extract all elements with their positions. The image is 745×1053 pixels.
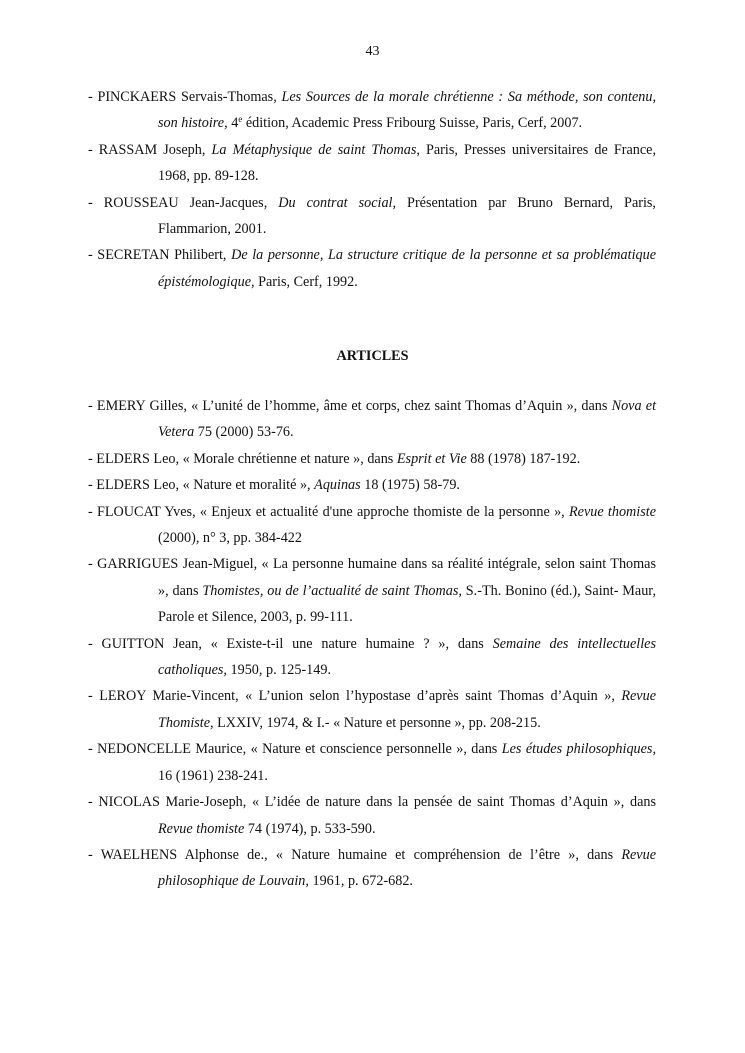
articles-bibliography <box>88 393 656 895</box>
article-entry-guitton: - GUITTON Jean, « Existe-t-il une nature humaine ? », dans Semaine des intellectuelles catholiques, 1950, p. 125-149. <box>88 635 657 679</box>
article-entry-emery: - EMERY Gilles, « L’unité de l’homme, âme et corps, chez saint Thomas d’Aquin », dans Nova et Vetera 75 (2000) 53-76. <box>88 398 657 441</box>
article-entry-floucat: - FLOUCAT Yves, « Enjeux et actualité d'une approche thomiste de la personne », Revue thomiste (2000), n° 3, pp. 384-422 <box>88 503 656 547</box>
article-entry-nicolas: - NICOLAS Marie-Joseph, « L’idée de nature dans la pensée de saint Thomas d’Aquin », dans Revue thomiste 74 (1974), p. 533-590. <box>88 794 656 837</box>
page-number: 43 <box>365 44 380 59</box>
article-entry-garrigues: - GARRIGUES Jean-Miguel, « La personne humaine dans sa réalité intégrale, selon saint Thomas », dans Thomistes, ou de l’actualité de saint Thomas, S.-Th. Bonino (éd.), Saint- Maur, Parole et Silence, 2003, p. 99-111. <box>88 556 656 626</box>
article-entry-waelhens: - WAELHENS Alphonse de., « Nature humaine et compréhension de l’être », dans Revue philosophique de Louvain, 1961, p. 672-682. <box>88 846 656 890</box>
article-entry-leroy: - LEROY Marie-Vincent, « L’union selon l’hypostase d’après saint Thomas d’Aquin », Revue Thomiste, LXXIV, 1974, & I.- « Nature et personne », pp. 208-215. <box>88 688 656 731</box>
bibliography-entry-rousseau: - ROUSSEAU Jean-Jacques, Du contrat social, Présentation par Bruno Bernard, Paris, Flammarion, 2001. <box>88 194 656 238</box>
articles-heading: ARTICLES <box>336 348 409 364</box>
article-entry-nedoncelle: - NEDONCELLE Maurice, « Nature et conscience personnelle », dans Les études philosophiques, 16 (1961) 238-241. <box>88 741 656 784</box>
bibliography-entry-rassam: - RASSAM Joseph, La Métaphysique de saint Thomas, Paris, Presses universitaires de France, 1968, pp. 89-128. <box>88 141 656 185</box>
article-entry-elders-1: - ELDERS Leo, « Morale chrétienne et nature », dans Esprit et Vie 88 (1978) 187-192. <box>88 450 581 467</box>
bibliography-entry-secretan: - SECRETAN Philibert, De la personne, La structure critique de la personne et sa problématique épistémologique, Paris, Cerf, 1992. <box>88 247 657 290</box>
article-entry-elders-2: - ELDERS Leo, « Nature et moralité », Aquinas 18 (1975) 58-79. <box>88 477 460 494</box>
books-bibliography <box>88 84 656 295</box>
bibliography-entry-pinckaers: - PINCKAERS Servais-Thomas, Les Sources de la morale chrétienne : Sa méthode, son contenu, son histoire, 4e édition, Academic Press Fribourg Suisse, Paris, Cerf, 2007. <box>88 89 656 132</box>
